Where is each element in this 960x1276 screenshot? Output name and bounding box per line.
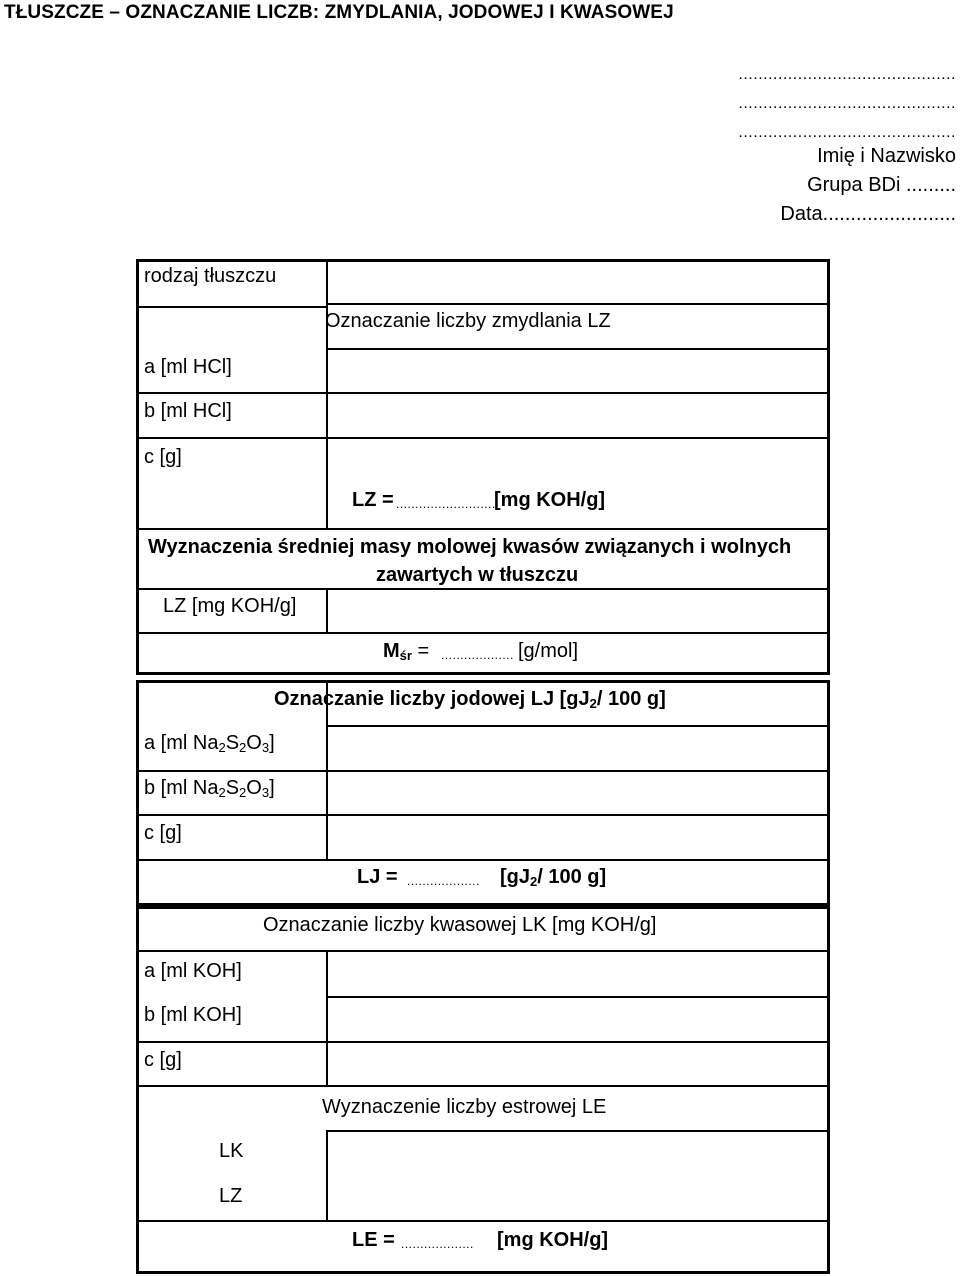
molar-mass-unit: [g/mol]	[518, 640, 579, 662]
divider-v1	[326, 260, 328, 530]
divider-h7	[136, 632, 828, 634]
iodine-heading-sub: 2	[589, 696, 597, 711]
divider-h3	[136, 392, 828, 394]
fat-type-label: rodzaj tłuszczu	[144, 265, 277, 287]
name-label: Imię i Nazwisko	[817, 145, 956, 167]
lz-result-unit: [mg KOH/g]	[494, 489, 606, 511]
a-na-prefix: a [ml Na	[144, 732, 219, 754]
lz-result-label: LZ =	[352, 489, 394, 511]
name-dots-line-2: ............................................	[738, 95, 956, 112]
lz-label: LZ	[219, 1185, 243, 1207]
saponification-heading: Oznaczanie liczby zmydlania LZ	[325, 310, 611, 332]
divider-h1b	[136, 306, 328, 308]
lz-result-dots: ..........................	[396, 497, 496, 511]
lj-unit-main: [gJ	[500, 866, 530, 888]
lk-label: LK	[219, 1140, 244, 1162]
molar-mass-eq: =	[411, 640, 430, 662]
acid-divider-h2	[326, 996, 828, 998]
ester-heading: Wyznaczenie liczby estrowej LE	[322, 1096, 607, 1118]
divider-h6	[136, 588, 828, 590]
name-dots-line-1: ............................................	[738, 66, 956, 83]
acid-divider-v2	[326, 1130, 328, 1222]
b-na-sub2: 2	[239, 785, 247, 800]
acid-heading: Oznaczanie liczby kwasowej LK [mg KOH/g]	[263, 914, 657, 936]
iodine-divider-h1	[326, 725, 828, 727]
iodine-divider-h3	[136, 814, 828, 816]
molar-mass-dots: ...................	[441, 648, 514, 662]
date-label: Data........................	[780, 203, 956, 225]
b-na-sub3: 3	[261, 785, 270, 800]
lj-result-dots: ...................	[407, 874, 480, 888]
divider-h2	[326, 348, 828, 350]
iodine-heading-main: Oznaczanie liczby jodowej LJ [gJ	[274, 688, 590, 710]
b-na-o: O	[246, 777, 262, 799]
iodine-heading-tail: / 100 g]	[596, 688, 666, 710]
divider-h1	[326, 303, 828, 305]
b-hcl-label: b [ml HCl]	[144, 400, 232, 422]
acid-divider-h3	[136, 1041, 828, 1043]
a-na-sub2: 2	[239, 740, 247, 755]
b-na-prefix: b [ml Na	[144, 777, 219, 799]
b-na-s: S	[225, 777, 240, 799]
c-g-label-3: c [g]	[144, 1049, 182, 1071]
acid-divider-h1	[136, 950, 828, 952]
molar-mass-heading-line2: zawartych w tłuszczu	[376, 564, 579, 586]
group-label: Grupa BDi .........	[807, 174, 956, 196]
iodine-divider-h2	[136, 770, 828, 772]
molar-mass-m: M	[383, 640, 400, 662]
iodine-divider-h4	[136, 859, 828, 861]
molar-mass-result-label	[383, 640, 429, 663]
b-na-sub1: 2	[218, 785, 226, 800]
acid-divider-h6	[136, 1220, 828, 1222]
divider-v2	[326, 588, 328, 634]
a-na-close: ]	[269, 732, 275, 754]
le-result-unit: [mg KOH/g]	[497, 1229, 609, 1251]
le-result-label: LE =	[352, 1229, 395, 1251]
acid-divider-h5	[326, 1130, 828, 1132]
lj-result-label: LJ =	[357, 866, 398, 888]
molar-mass-heading-line1: Wyznaczenia średniej masy molowej kwasów związanych i wolnych	[148, 536, 792, 558]
lj-unit-tail: / 100 g]	[537, 866, 607, 888]
c-g-label-2: c [g]	[144, 822, 182, 844]
a-hcl-label: a [ml HCl]	[144, 356, 232, 378]
name-dots-line-3: ............................................	[738, 124, 956, 141]
molar-mass-sub: śr	[399, 648, 412, 663]
divider-h5	[136, 528, 828, 530]
a-na-s: S	[225, 732, 240, 754]
acid-divider-h4	[136, 1085, 828, 1087]
b-na-label	[144, 777, 275, 800]
a-na-sub1: 2	[218, 740, 226, 755]
b-koh-label: b [ml KOH]	[144, 1004, 242, 1026]
a-na-o: O	[246, 732, 262, 754]
divider-h4	[136, 437, 828, 439]
acid-divider-v1	[326, 950, 328, 1086]
le-result-dots: ...................	[401, 1237, 474, 1251]
document-title: TŁUSZCZE – OZNACZANIE LICZB: ZMYDLANIA, JODOWEJ I KWASOWEJ	[4, 2, 674, 23]
lz-mg-label: LZ [mg KOH/g]	[163, 595, 297, 617]
lj-result-unit	[500, 866, 606, 889]
a-na-label	[144, 732, 275, 755]
a-koh-label: a [ml KOH]	[144, 960, 242, 982]
iodine-heading	[274, 688, 666, 711]
a-na-sub3: 3	[261, 740, 270, 755]
c-g-label-1: c [g]	[144, 446, 182, 468]
lj-unit-sub: 2	[530, 874, 538, 889]
b-na-close: ]	[269, 777, 275, 799]
